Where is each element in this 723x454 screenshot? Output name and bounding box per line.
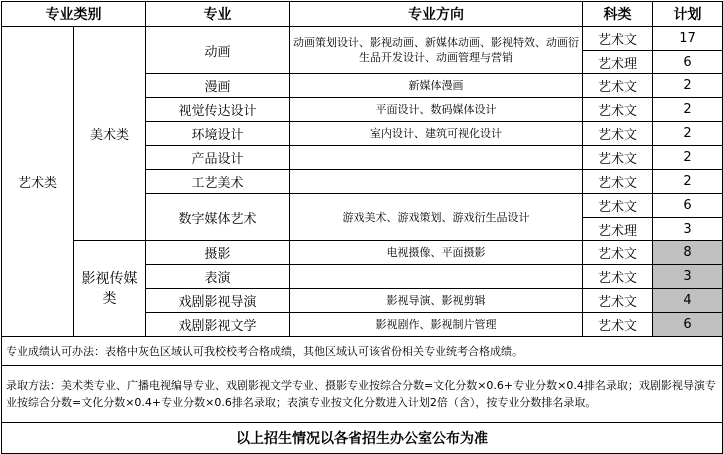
major-cell: 动画 [146,27,290,74]
note-row [2,337,723,366]
plan-cell: 2 [653,122,723,146]
subject-cell: 艺术文 [583,289,653,313]
direction-cell: 游戏美术、游戏策划、游戏衍生品设计 [290,194,583,241]
table-row [2,241,723,265]
direction-cell: 动画策划设计、影视动画、新媒体动画、影视特效、动画衍生品开发设计、动画管理与营销 [290,27,583,74]
footer-row [2,423,723,454]
admission-note: 录取方法：美术类专业、广播电视编导专业、戏剧影视文学专业、摄影专业按综合分数=文化分数×0.6+专业分数×0.4排名录取；戏剧影视导演专业按综合分数=文化分数×0.4+专业分数×0.6排名录取；表演专业按文化分数进入计划2倍（含），按专业分数排名录取。 [2,366,723,423]
header-major: 专业 [146,2,290,27]
plan-cell: 2 [653,170,723,194]
plan-cell: 6 [653,51,723,74]
subject-cell: 艺术文 [583,27,653,51]
major-cell: 戏剧影视文学 [146,313,290,337]
subject-cell: 艺术文 [583,98,653,122]
major-cell: 环境设计 [146,122,290,146]
plan-cell-gray: 3 [653,265,723,289]
recognition-note: 专业成绩认可办法：表格中灰色区域认可我校校考合格成绩，其他区域认可该省份相关专业统考合格成绩。 [2,337,723,366]
direction-cell: 影视剧作、影视制片管理 [290,313,583,337]
major-cell: 戏剧影视导演 [146,289,290,313]
subgroup-label: 影视传媒类 [74,241,146,337]
subject-cell: 艺术文 [583,170,653,194]
direction-cell [290,146,583,170]
major-cell: 产品设计 [146,146,290,170]
header-plan: 计划 [653,2,723,27]
direction-cell: 平面设计、数码媒体设计 [290,98,583,122]
major-cell: 工艺美术 [146,170,290,194]
subject-cell: 艺术文 [583,122,653,146]
major-cell: 视觉传达设计 [146,98,290,122]
header-subject: 科类 [583,2,653,27]
subject-cell: 艺术文 [583,74,653,98]
major-cell: 表演 [146,265,290,289]
subject-cell: 艺术理 [583,218,653,241]
subject-cell: 艺术文 [583,313,653,337]
header-row [2,2,723,27]
plan-cell: 2 [653,146,723,170]
subject-cell: 艺术文 [583,194,653,218]
direction-cell [290,170,583,194]
plan-cell-gray: 8 [653,241,723,265]
direction-cell [290,265,583,289]
direction-cell: 室内设计、建筑可视化设计 [290,122,583,146]
plan-cell: 6 [653,194,723,218]
subgroup-label: 美术类 [74,27,146,241]
plan-cell: 2 [653,98,723,122]
footer-note: 以上招生情况以各省招生办公室公布为准 [2,423,723,454]
subject-cell: 艺术文 [583,241,653,265]
table-row [2,27,723,51]
subject-cell: 艺术理 [583,51,653,74]
plan-cell: 3 [653,218,723,241]
plan-cell-gray: 4 [653,289,723,313]
direction-cell: 影视导演、影视剪辑 [290,289,583,313]
major-cell: 漫画 [146,74,290,98]
plan-cell: 17 [653,27,723,51]
direction-cell: 电视摄像、平面摄影 [290,241,583,265]
admissions-plan-table [1,1,723,454]
header-category: 专业类别 [2,2,146,27]
direction-cell: 新媒体漫画 [290,74,583,98]
note-row [2,366,723,423]
major-cell: 摄影 [146,241,290,265]
group-label: 艺术类 [2,27,74,337]
header-direction: 专业方向 [290,2,583,27]
plan-cell: 2 [653,74,723,98]
subject-cell: 艺术文 [583,265,653,289]
major-cell: 数字媒体艺术 [146,194,290,241]
plan-cell-gray: 6 [653,313,723,337]
subject-cell: 艺术文 [583,146,653,170]
